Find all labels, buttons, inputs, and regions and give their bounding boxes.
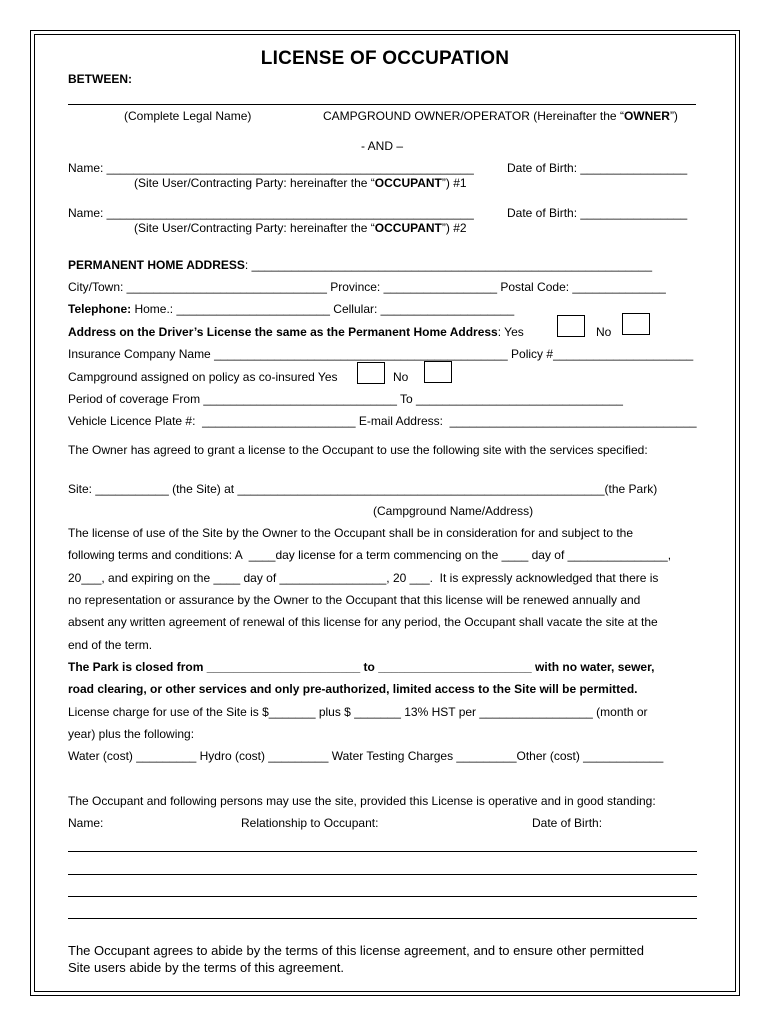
person-entry-line[interactable] bbox=[68, 896, 697, 897]
license-charge-line[interactable]: License charge for use of the Site is $_______ plus $ _______ 13% HST per _________________ (month or bbox=[68, 705, 648, 719]
terms-line: no representation or assurance by the Owner to the Occupant that this license will be renewed annually and bbox=[68, 593, 641, 607]
and-separator: - AND – bbox=[361, 139, 404, 153]
person-entry-line[interactable] bbox=[68, 851, 697, 852]
owner-name-line[interactable] bbox=[68, 104, 696, 105]
occupant-1-caption: (Site User/Contracting Party: hereinafter the “OCCUPANT”) #1 bbox=[134, 176, 467, 190]
document-title: LICENSE OF OCCUPATION bbox=[260, 48, 510, 69]
permanent-address-field[interactable]: PERMANENT HOME ADDRESS: ____________________________________________________________ bbox=[68, 258, 653, 272]
persons-header-relationship: Relationship to Occupant: bbox=[241, 816, 379, 830]
occupant-2-caption: (Site User/Contracting Party: hereinafter the “OCCUPANT”) #2 bbox=[134, 221, 467, 235]
license-charge-line: year) plus the following: bbox=[68, 727, 195, 741]
park-closed-line: road clearing, or other services and only pre-authorized, limited access to the Site will be permitted. bbox=[68, 682, 638, 696]
costs-line[interactable]: Water (cost) _________ Hydro (cost) _________ Water Testing Charges _________Other (cost) ____________ bbox=[68, 749, 664, 763]
terms-line: absent any written agreement of renewal of this license for any period, the Occupant shall vacate the site at the bbox=[68, 615, 658, 629]
license-same-no-label: No bbox=[596, 325, 612, 339]
terms-line[interactable]: 20___, and expiring on the ____ day of ________________, 20 ___. It is expressly acknowledged that there is bbox=[68, 571, 659, 585]
grant-statement: The Owner has agreed to grant a license to the Occupant to use the following site with the services specified: bbox=[68, 443, 648, 457]
between-label: BETWEEN: bbox=[68, 72, 132, 86]
owner-role: CAMPGROUND OWNER/OPERATOR (Hereinafter the “OWNER”) bbox=[323, 109, 678, 123]
coverage-period-field[interactable]: Period of coverage From _____________________________ To _______________________________ bbox=[68, 392, 623, 406]
persons-statement: The Occupant and following persons may use the site, provided this License is operative and in good standing: bbox=[68, 794, 656, 808]
occupant-1-name-field[interactable]: Name: _______________________________________________________ bbox=[68, 161, 474, 175]
person-entry-line[interactable] bbox=[68, 874, 697, 875]
park-closed-line[interactable]: The Park is closed from _______________________ to _______________________ with no water, sewer, bbox=[68, 660, 655, 674]
co-insured-question: Campground assigned on policy as co-insured Yes bbox=[68, 370, 338, 384]
co-insured-yes-checkbox[interactable] bbox=[357, 362, 385, 384]
closing-statement: The Occupant agrees to abide by the terms of this license agreement, and to ensure other permitted bbox=[68, 943, 644, 958]
license-same-yes-checkbox[interactable] bbox=[557, 315, 585, 337]
city-province-postal-field[interactable]: City/Town: ______________________________ Province: _________________ Postal Code: ______________ bbox=[68, 280, 666, 294]
co-insured-no-checkbox[interactable] bbox=[424, 361, 452, 383]
license-same-question: Address on the Driver’s License the same as the Permanent Home Address: Yes bbox=[68, 325, 524, 339]
park-caption: (Campground Name/Address) bbox=[373, 504, 534, 518]
co-insured-no-label: No bbox=[393, 370, 409, 384]
occupant-2-name-field[interactable]: Name: _______________________________________________________ bbox=[68, 206, 474, 220]
closing-statement: Site users abide by the terms of this agreement. bbox=[68, 960, 345, 975]
persons-header-name: Name: bbox=[68, 816, 104, 830]
persons-header-dob: Date of Birth: bbox=[532, 816, 603, 830]
vehicle-email-field[interactable]: Vehicle Licence Plate #: _______________________ E-mail Address: _____________________________________ bbox=[68, 414, 697, 428]
telephone-field[interactable]: Telephone: Home.: _______________________ Cellular: ____________________ bbox=[68, 302, 515, 316]
license-same-no-checkbox[interactable] bbox=[622, 313, 650, 335]
occupant-2-dob-field[interactable]: Date of Birth: ________________ bbox=[507, 206, 688, 220]
site-field[interactable]: Site: ___________ (the Site) at _______________________________________________________(the Park) bbox=[68, 482, 658, 496]
person-entry-line[interactable] bbox=[68, 918, 697, 919]
occupant-1-dob-field[interactable]: Date of Birth: ________________ bbox=[507, 161, 688, 175]
terms-line: end of the term. bbox=[68, 638, 153, 652]
owner-name-caption: (Complete Legal Name) bbox=[124, 109, 252, 123]
terms-line[interactable]: following terms and conditions: A ____day license for a term commencing on the ____ day of _______________, bbox=[68, 548, 672, 562]
insurance-company-field[interactable]: Insurance Company Name ____________________________________________ Policy #_____________________ bbox=[68, 347, 694, 361]
terms-line: The license of use of the Site by the Owner to the Occupant shall be in consideration for and subject to the bbox=[68, 526, 634, 540]
